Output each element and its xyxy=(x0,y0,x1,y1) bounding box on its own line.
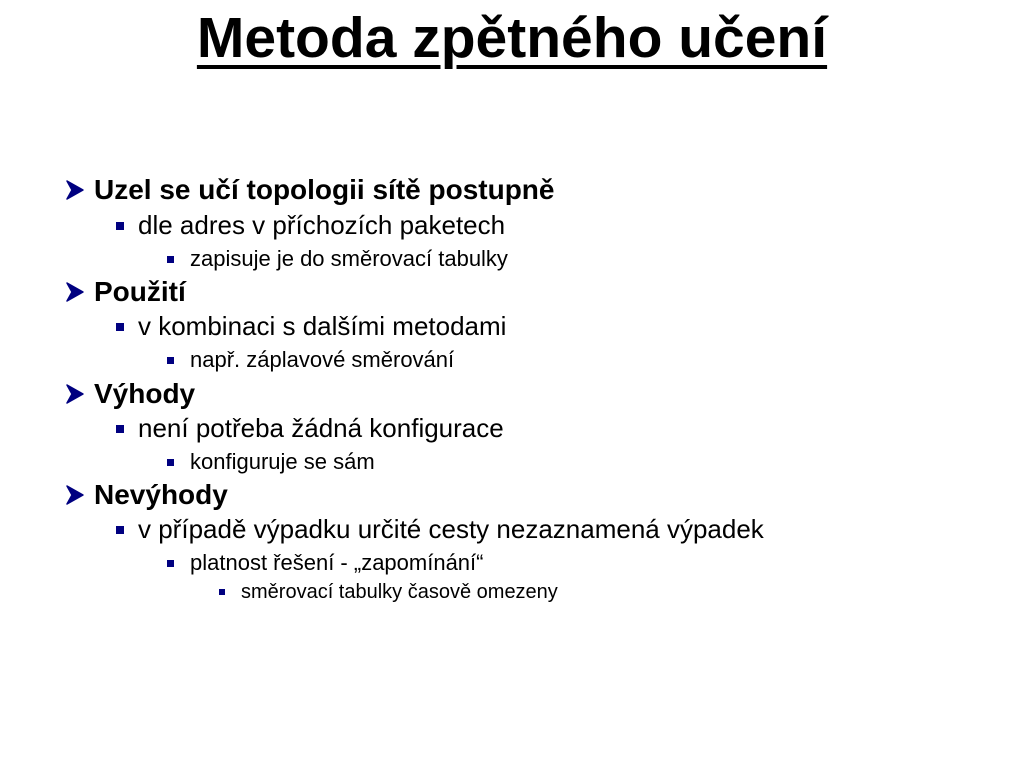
square-bullet-icon xyxy=(116,222,124,230)
bullet-level-1: Výhody xyxy=(94,378,196,409)
bullet-level-2: dle adres v příchozích paketech xyxy=(138,210,506,240)
bullet-level-1: Uzel se učí topologii sítě postupně xyxy=(94,174,555,205)
arrow-bullet-icon xyxy=(64,178,86,202)
bullet-level-3: platnost řešení - „zapomínání“ xyxy=(190,550,484,575)
square-bullet-icon xyxy=(167,459,174,466)
square-bullet-icon xyxy=(116,425,124,433)
bullet-level-3: konfiguruje se sám xyxy=(190,449,375,474)
arrow-bullet-icon xyxy=(64,483,86,507)
arrow-bullet-icon xyxy=(64,382,86,406)
square-bullet-icon xyxy=(116,323,124,331)
arrow-bullet-icon xyxy=(64,280,86,304)
square-bullet-icon xyxy=(219,589,225,595)
square-bullet-icon xyxy=(167,357,174,364)
square-bullet-icon xyxy=(167,560,174,567)
square-bullet-icon xyxy=(167,256,174,263)
slide-title xyxy=(0,2,1024,74)
bullet-level-2: v kombinaci s dalšími metodami xyxy=(138,311,507,341)
bullet-level-4: směrovací tabulky časově omezeny xyxy=(241,581,558,603)
bullet-level-1: Nevýhody xyxy=(94,479,228,510)
bullet-level-3: např. záplavové směrování xyxy=(190,347,455,372)
bullet-level-2: není potřeba žádná konfigurace xyxy=(138,413,504,443)
square-bullet-icon xyxy=(116,526,124,534)
bullet-level-1: Použití xyxy=(94,276,186,307)
bullet-level-2: v případě výpadku určité cesty nezaznamená výpadek xyxy=(138,514,764,544)
slide-title-text: Metoda zpětného učení xyxy=(196,6,828,70)
bullet-level-3: zapisuje je do směrovací tabulky xyxy=(190,246,508,271)
